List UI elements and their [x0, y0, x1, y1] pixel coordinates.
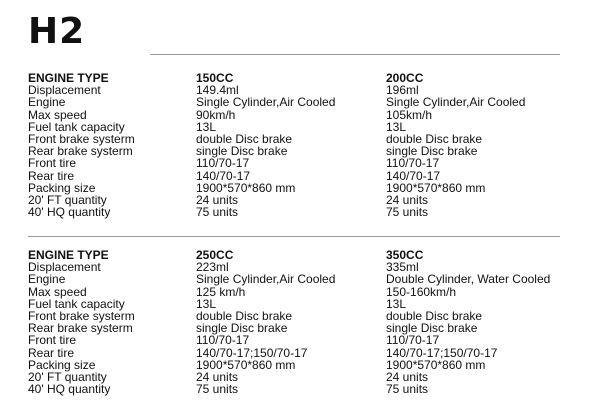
spec-value: double Disc brake: [386, 132, 483, 147]
spec-label: 20' FT quantity: [28, 370, 107, 385]
spec-value: Single Cylinder,Air Cooled: [386, 95, 526, 110]
table-header-row: [28, 72, 560, 84]
model-header: 250CC: [196, 248, 234, 262]
table-header-row: [28, 249, 560, 261]
spec-value: Single Cylinder,Air Cooled: [196, 272, 336, 287]
spec-value: 140/70-17: [196, 168, 251, 183]
spec-value: 13L: [386, 119, 407, 134]
spec-value: 140/70-17;150/70-17: [196, 345, 308, 360]
spec-label: Max speed: [28, 107, 87, 122]
spec-value: 75 units: [196, 382, 239, 397]
spec-value: double Disc brake: [196, 309, 293, 324]
spec-value: 90km/h: [196, 107, 236, 122]
spec-label: Packing size: [28, 180, 96, 195]
spec-label: Front brake systerm: [28, 132, 135, 147]
table-row: [28, 273, 560, 285]
table-row: [28, 109, 560, 121]
spec-value: single Disc brake: [196, 144, 288, 159]
spec-value: 24 units: [196, 370, 239, 385]
spec-value: 1900*570*860 mm: [196, 357, 296, 372]
spec-value: 223ml: [196, 260, 229, 275]
spec-label: Front tire: [28, 156, 77, 171]
spec-label: Engine: [28, 272, 66, 287]
table-row: [28, 286, 560, 298]
spec-label: Packing size: [28, 357, 96, 372]
spec-value: double Disc brake: [386, 309, 483, 324]
table-row: [28, 145, 560, 157]
spec-label: 40' HQ quantity: [28, 382, 111, 397]
spec-value: 140/70-17;150/70-17: [386, 345, 498, 360]
table-row: [28, 383, 560, 395]
model-header: 350CC: [386, 248, 424, 262]
engine-type-header: ENGINE TYPE: [28, 71, 109, 85]
spec-value: 13L: [386, 296, 407, 311]
spec-value: 1900*570*860 mm: [386, 357, 486, 372]
spec-value: 1900*570*860 mm: [386, 180, 486, 195]
spec-value: 75 units: [386, 382, 429, 397]
section-divider: [28, 236, 560, 237]
spec-value: 140/70-17: [386, 168, 441, 183]
spec-value: single Disc brake: [196, 321, 288, 336]
spec-label: Displacement: [28, 260, 101, 275]
page-title: H2: [28, 11, 86, 52]
spec-table-250-350: [28, 249, 560, 395]
spec-value: 149.4ml: [196, 83, 239, 98]
spec-label: Max speed: [28, 284, 87, 299]
spec-label: 40' HQ quantity: [28, 205, 111, 220]
table-row: [28, 96, 560, 108]
spec-value: single Disc brake: [386, 144, 478, 159]
spec-label: Fuel tank capacity: [28, 296, 125, 311]
spec-label: Rear tire: [28, 345, 75, 360]
model-header: 150CC: [196, 71, 234, 85]
table-row: [28, 334, 560, 346]
spec-value: double Disc brake: [196, 132, 293, 147]
spec-label: 20' FT quantity: [28, 193, 107, 208]
spec-value: 110/70-17: [196, 156, 250, 171]
table-row: [28, 322, 560, 334]
spec-value: 13L: [196, 296, 217, 311]
spec-value: 13L: [196, 119, 217, 134]
table-row: [28, 182, 560, 194]
title-divider: [150, 54, 560, 55]
spec-value: 150-160km/h: [386, 284, 457, 299]
table-row: [28, 206, 560, 218]
spec-value: 105km/h: [386, 107, 433, 122]
spec-label: Rear tire: [28, 168, 75, 183]
spec-value: 24 units: [196, 193, 239, 208]
spec-table-150-200: [28, 72, 560, 218]
table-row: [28, 157, 560, 169]
table-row: [28, 170, 560, 182]
spec-label: Fuel tank capacity: [28, 119, 125, 134]
table-row: [28, 359, 560, 371]
spec-value: 24 units: [386, 193, 429, 208]
spec-label: Displacement: [28, 83, 101, 98]
spec-value: 1900*570*860 mm: [196, 180, 296, 195]
spec-value: 24 units: [386, 370, 429, 385]
spec-value: 110/70-17: [196, 333, 250, 348]
engine-type-header: ENGINE TYPE: [28, 248, 109, 262]
spec-value: 110/70-17: [386, 156, 440, 171]
model-header: 200CC: [386, 71, 424, 85]
spec-value: 75 units: [196, 205, 239, 220]
spec-value: 75 units: [386, 205, 429, 220]
spec-value: 125 km/h: [196, 284, 246, 299]
spec-value: single Disc brake: [386, 321, 478, 336]
spec-label: Rear brake systerm: [28, 321, 133, 336]
table-row: [28, 347, 560, 359]
spec-label: Engine: [28, 95, 66, 110]
spec-value: 196ml: [386, 83, 419, 98]
spec-value: Double Cylinder, Water Cooled: [386, 272, 551, 287]
spec-value: 335ml: [386, 260, 419, 275]
spec-label: Front tire: [28, 333, 77, 348]
spec-label: Rear brake systerm: [28, 144, 133, 159]
spec-label: Front brake systerm: [28, 309, 135, 324]
spec-value: Single Cylinder,Air Cooled: [196, 95, 336, 110]
spec-value: 110/70-17: [386, 333, 440, 348]
